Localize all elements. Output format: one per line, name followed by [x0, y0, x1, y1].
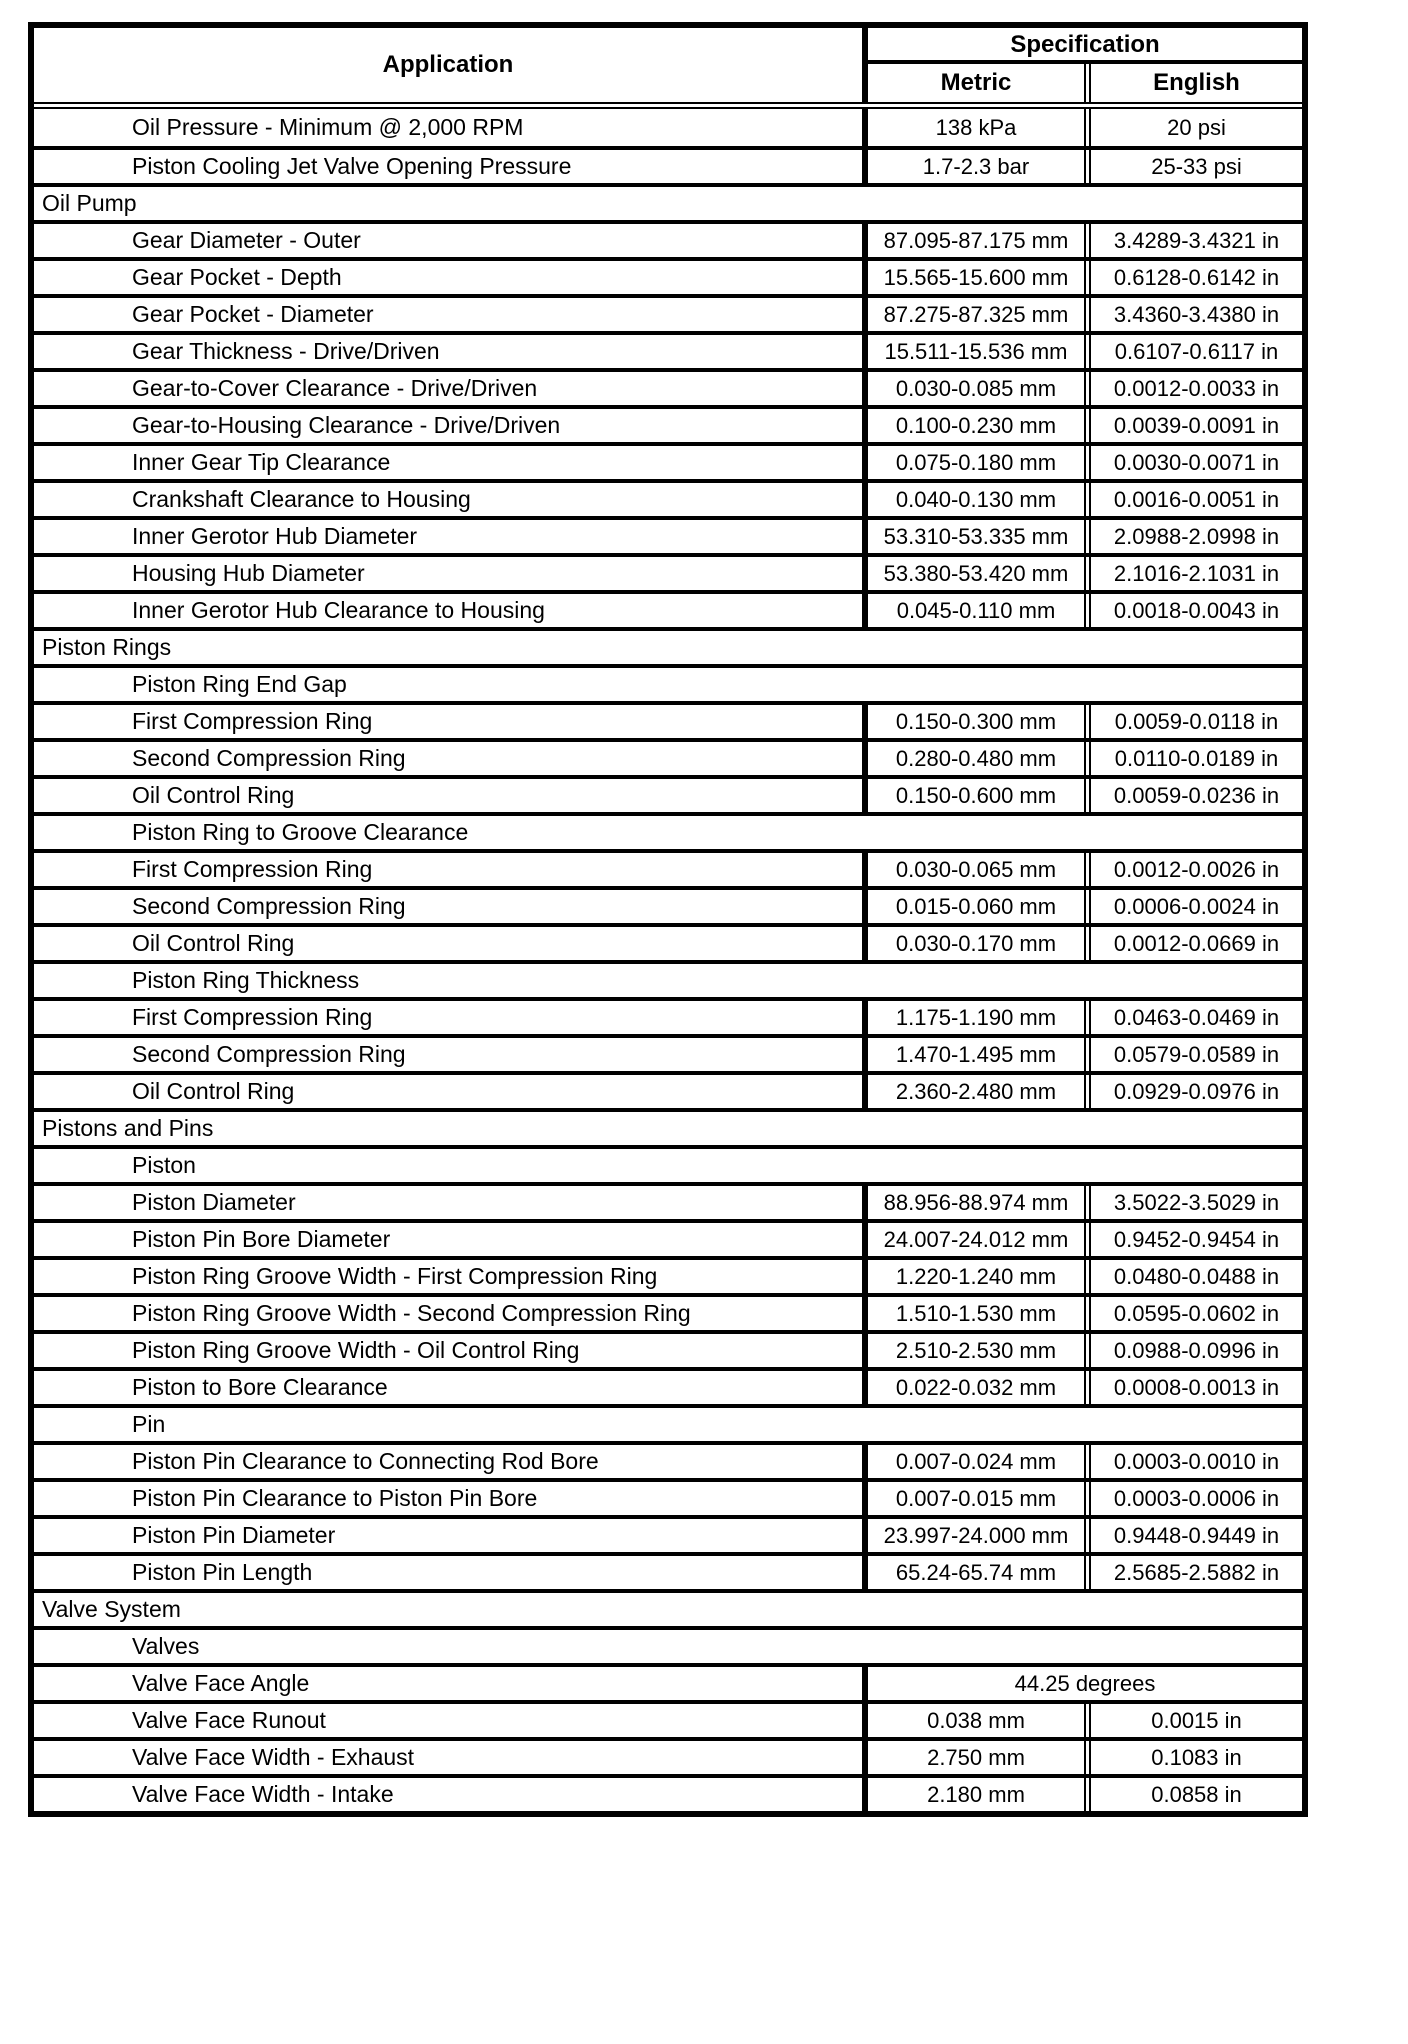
metric-value: 0.280-0.480 mm	[868, 742, 1091, 775]
application-label: Piston Pin Clearance to Connecting Rod Bore	[34, 1445, 868, 1478]
application-label: Second Compression Ring	[34, 1038, 868, 1071]
english-value: 3.4289-3.4321 in	[1113, 227, 1280, 253]
merged-spec-row	[34, 1663, 1302, 1700]
english-value: 0.0463-0.0469 in	[1113, 1004, 1280, 1030]
application-label: Oil Control Ring	[34, 927, 868, 960]
application-label: Piston Ring Groove Width - First Compression Ring	[34, 1260, 868, 1293]
english-value: 0.0003-0.0006 in	[1113, 1485, 1280, 1511]
spec-row	[34, 1737, 1302, 1774]
spec-row	[34, 923, 1302, 960]
spec-row	[34, 1552, 1302, 1589]
spec-row	[34, 1182, 1302, 1219]
application-label: Valve Face Width - Exhaust	[34, 1741, 868, 1774]
english-column-header: English	[1153, 69, 1240, 96]
english-value: 0.0988-0.0996 in	[1113, 1337, 1280, 1363]
english-value: 0.6107-0.6117 in	[1114, 338, 1279, 364]
section-header-row	[34, 183, 1302, 220]
application-label: First Compression Ring	[34, 853, 868, 886]
metric-value: 65.24-65.74 mm	[868, 1556, 1091, 1589]
metric-value: 1.510-1.530 mm	[868, 1297, 1091, 1330]
english-value: 0.0015 in	[1151, 1707, 1242, 1733]
metric-value: 2.360-2.480 mm	[868, 1075, 1091, 1108]
subsection-label: Piston Ring End Gap	[132, 671, 347, 697]
metric-value: 0.075-0.180 mm	[868, 446, 1091, 479]
spec-row	[34, 1256, 1302, 1293]
application-label: Piston Ring Groove Width - Second Compression Ring	[34, 1297, 868, 1330]
spec-row	[34, 405, 1302, 442]
subsection-label: Pin	[132, 1411, 166, 1437]
english-value: 2.0988-2.0998 in	[1113, 523, 1280, 549]
spec-row	[34, 1293, 1302, 1330]
spec-row	[34, 553, 1302, 590]
english-value: 0.0008-0.0013 in	[1113, 1374, 1280, 1400]
subsection-header-row	[34, 812, 1302, 849]
application-label: Piston Pin Length	[34, 1556, 868, 1589]
english-value: 0.0480-0.0488 in	[1113, 1263, 1280, 1289]
english-value: 0.9452-0.9454 in	[1113, 1226, 1280, 1252]
application-label: Piston Pin Clearance to Piston Pin Bore	[34, 1482, 868, 1515]
spec-row	[34, 331, 1302, 368]
english-value: 0.0858 in	[1151, 1781, 1242, 1807]
spec-row	[34, 590, 1302, 627]
subsection-header-row	[34, 1145, 1302, 1182]
metric-value: 0.030-0.065 mm	[868, 853, 1091, 886]
section-header-row	[34, 1589, 1302, 1626]
spec-row	[34, 479, 1302, 516]
english-value: 3.4360-3.4380 in	[1113, 301, 1280, 327]
metric-value: 0.100-0.230 mm	[868, 409, 1091, 442]
english-value: 0.1083 in	[1151, 1744, 1242, 1770]
subsection-label: Piston Ring to Groove Clearance	[132, 819, 469, 845]
application-label: Valve Face Angle	[34, 1667, 868, 1700]
metric-value: 138 kPa	[868, 109, 1091, 146]
table-body	[34, 109, 1302, 1811]
application-label: First Compression Ring	[34, 1001, 868, 1034]
application-label: Inner Gear Tip Clearance	[34, 446, 868, 479]
spec-row	[34, 701, 1302, 738]
english-value: 25-33 psi	[1151, 153, 1242, 179]
spec-row	[34, 775, 1302, 812]
application-label: Piston Pin Bore Diameter	[34, 1223, 868, 1256]
application-label: Valve Face Width - Intake	[34, 1778, 868, 1811]
english-value: 0.0579-0.0589 in	[1113, 1041, 1280, 1067]
english-value: 0.0030-0.0071 in	[1113, 449, 1280, 475]
subsection-label: Valves	[132, 1633, 200, 1659]
spec-row	[34, 442, 1302, 479]
spec-row	[34, 1367, 1302, 1404]
section-header-row	[34, 627, 1302, 664]
application-label: Housing Hub Diameter	[34, 557, 868, 590]
table-header	[34, 28, 1302, 109]
spec-row	[34, 1330, 1302, 1367]
application-label: Inner Gerotor Hub Diameter	[34, 520, 868, 553]
spec-row	[34, 1034, 1302, 1071]
spec-row	[34, 738, 1302, 775]
metric-value: 53.380-53.420 mm	[868, 557, 1091, 590]
spec-row	[34, 1071, 1302, 1108]
spec-row	[34, 220, 1302, 257]
application-label: Gear Thickness - Drive/Driven	[34, 335, 868, 368]
spec-row	[34, 1774, 1302, 1811]
spec-row	[34, 1441, 1302, 1478]
metric-value: 0.022-0.032 mm	[868, 1371, 1091, 1404]
english-value: 0.0059-0.0236 in	[1113, 782, 1280, 808]
subsection-header-row	[34, 664, 1302, 701]
spec-row	[34, 849, 1302, 886]
english-value: 0.0006-0.0024 in	[1113, 893, 1280, 919]
spec-row	[34, 146, 1302, 183]
spec-row	[34, 1219, 1302, 1256]
specification-header-group	[868, 28, 1302, 102]
specification-table	[28, 22, 1308, 1817]
application-label: Gear Diameter - Outer	[34, 224, 868, 257]
english-value: 0.0110-0.0189 in	[1114, 745, 1279, 771]
merged-spec-value: 44.25 degrees	[1014, 1670, 1156, 1696]
spec-row	[34, 368, 1302, 405]
metric-value: 2.180 mm	[868, 1778, 1091, 1811]
english-value: 0.0012-0.0026 in	[1113, 856, 1280, 882]
application-label: Crankshaft Clearance to Housing	[34, 483, 868, 516]
english-value: 0.0012-0.0033 in	[1113, 375, 1280, 401]
metric-column-header: Metric	[868, 64, 1091, 102]
metric-value: 0.030-0.170 mm	[868, 927, 1091, 960]
spec-row	[34, 294, 1302, 331]
application-label: First Compression Ring	[34, 705, 868, 738]
section-label: Piston Rings	[42, 634, 172, 660]
application-label: Oil Control Ring	[34, 1075, 868, 1108]
metric-value: 0.007-0.024 mm	[868, 1445, 1091, 1478]
application-label: Piston Pin Diameter	[34, 1519, 868, 1552]
subsection-header-row	[34, 1404, 1302, 1441]
english-value: 0.0018-0.0043 in	[1113, 597, 1280, 623]
subsection-label: Piston Ring Thickness	[132, 967, 360, 993]
metric-value: 0.015-0.060 mm	[868, 890, 1091, 923]
application-label: Second Compression Ring	[34, 890, 868, 923]
section-label: Pistons and Pins	[42, 1115, 214, 1141]
application-label: Gear-to-Housing Clearance - Drive/Driven	[34, 409, 868, 442]
metric-value: 0.150-0.300 mm	[868, 705, 1091, 738]
section-header-row	[34, 1108, 1302, 1145]
english-value: 3.5022-3.5029 in	[1113, 1189, 1280, 1215]
metric-value: 1.7-2.3 bar	[868, 150, 1091, 183]
metric-value: 0.030-0.085 mm	[868, 372, 1091, 405]
metric-value: 1.175-1.190 mm	[868, 1001, 1091, 1034]
unit-header-row	[868, 64, 1302, 102]
spec-row	[34, 886, 1302, 923]
subsection-label: Piston	[132, 1152, 196, 1178]
english-value: 0.0012-0.0669 in	[1113, 930, 1280, 956]
metric-value: 88.956-88.974 mm	[868, 1186, 1091, 1219]
english-value: 20 psi	[1167, 114, 1226, 140]
application-column-header: Application	[34, 28, 868, 102]
spec-row	[34, 1478, 1302, 1515]
metric-value: 0.150-0.600 mm	[868, 779, 1091, 812]
section-label: Oil Pump	[42, 190, 137, 216]
spec-row	[34, 1700, 1302, 1737]
english-value: 0.0016-0.0051 in	[1113, 486, 1280, 512]
subsection-header-row	[34, 960, 1302, 997]
spec-row	[34, 1515, 1302, 1552]
english-value: 0.9448-0.9449 in	[1113, 1522, 1280, 1548]
english-value: 0.0929-0.0976 in	[1113, 1078, 1280, 1104]
metric-value: 2.750 mm	[868, 1741, 1091, 1774]
english-value: 0.0595-0.0602 in	[1113, 1300, 1280, 1326]
metric-value: 53.310-53.335 mm	[868, 520, 1091, 553]
metric-value: 0.045-0.110 mm	[868, 594, 1091, 627]
metric-value: 23.997-24.000 mm	[868, 1519, 1091, 1552]
application-label: Inner Gerotor Hub Clearance to Housing	[34, 594, 868, 627]
metric-value: 15.565-15.600 mm	[868, 261, 1091, 294]
english-value: 0.0039-0.0091 in	[1113, 412, 1280, 438]
metric-value: 24.007-24.012 mm	[868, 1223, 1091, 1256]
application-label: Valve Face Runout	[34, 1704, 868, 1737]
application-label: Second Compression Ring	[34, 742, 868, 775]
specification-column-header: Specification	[868, 28, 1302, 64]
application-label: Piston to Bore Clearance	[34, 1371, 868, 1404]
metric-value: 1.470-1.495 mm	[868, 1038, 1091, 1071]
spec-row	[34, 257, 1302, 294]
metric-value: 1.220-1.240 mm	[868, 1260, 1091, 1293]
english-value: 2.5685-2.5882 in	[1113, 1559, 1280, 1585]
english-value: 0.0059-0.0118 in	[1114, 708, 1279, 734]
application-label: Piston Diameter	[34, 1186, 868, 1219]
english-value: 2.1016-2.1031 in	[1113, 560, 1280, 586]
english-value: 0.0003-0.0010 in	[1113, 1448, 1280, 1474]
metric-value: 2.510-2.530 mm	[868, 1334, 1091, 1367]
application-label: Oil Control Ring	[34, 779, 868, 812]
english-value: 0.6128-0.6142 in	[1113, 264, 1280, 290]
application-label: Gear Pocket - Depth	[34, 261, 868, 294]
application-label: Gear Pocket - Diameter	[34, 298, 868, 331]
metric-value: 0.040-0.130 mm	[868, 483, 1091, 516]
metric-value: 87.275-87.325 mm	[868, 298, 1091, 331]
subsection-header-row	[34, 1626, 1302, 1663]
application-label: Piston Cooling Jet Valve Opening Pressure	[34, 150, 868, 183]
metric-value: 0.007-0.015 mm	[868, 1482, 1091, 1515]
metric-value: 0.038 mm	[868, 1704, 1091, 1737]
application-label: Oil Pressure - Minimum @ 2,000 RPM	[34, 109, 868, 146]
metric-value: 15.511-15.536 mm	[868, 335, 1091, 368]
application-label: Piston Ring Groove Width - Oil Control Ring	[34, 1334, 868, 1367]
section-label: Valve System	[42, 1596, 181, 1622]
spec-row	[34, 109, 1302, 146]
metric-value: 87.095-87.175 mm	[868, 224, 1091, 257]
spec-row	[34, 997, 1302, 1034]
application-label: Gear-to-Cover Clearance - Drive/Driven	[34, 372, 868, 405]
spec-row	[34, 516, 1302, 553]
